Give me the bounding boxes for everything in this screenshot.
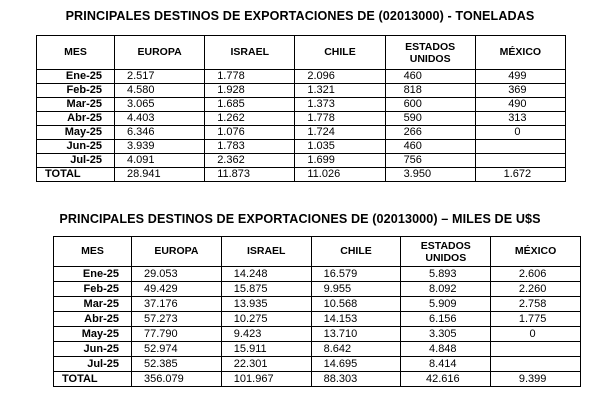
chile-cell: 1.373 [295, 98, 385, 112]
eeuu-cell: 4.848 [401, 342, 491, 357]
month-cell: May-25 [54, 327, 132, 342]
header-row [54, 237, 581, 267]
israel-cell: 10.275 [221, 312, 311, 327]
header-row [37, 36, 566, 70]
mexico-cell: 490 [475, 98, 565, 112]
chile-cell: 14.695 [311, 357, 401, 372]
table-row [37, 70, 566, 84]
header-mes: MES [37, 36, 115, 70]
mexico-cell [491, 342, 581, 357]
chile-cell: 1.035 [295, 140, 385, 154]
table-row [37, 126, 566, 140]
eeuu-cell: 8.092 [401, 282, 491, 297]
israel-cell: 1.778 [205, 70, 295, 84]
header-mexico: MÉXICO [475, 36, 565, 70]
header-mes: MES [54, 237, 132, 267]
table-row [37, 98, 566, 112]
mexico-cell: 369 [475, 84, 565, 98]
eeuu-cell: 5.893 [401, 267, 491, 282]
eeuu-cell: 6.156 [401, 312, 491, 327]
header-chile: CHILE [311, 237, 401, 267]
eeuu-cell: 3.950 [385, 168, 475, 182]
mexico-cell: 9.399 [491, 372, 581, 387]
israel-cell: 13.935 [221, 297, 311, 312]
month-cell: Feb-25 [54, 282, 132, 297]
month-cell: Abr-25 [37, 112, 115, 126]
europa-cell: 37.176 [132, 297, 222, 312]
israel-cell: 14.248 [221, 267, 311, 282]
header-israel: ISRAEL [221, 237, 311, 267]
eeuu-cell: 5.909 [401, 297, 491, 312]
table-row [54, 297, 581, 312]
israel-cell: 15.911 [221, 342, 311, 357]
europa-cell: 4.403 [115, 112, 205, 126]
mexico-cell: 499 [475, 70, 565, 84]
month-cell: Feb-25 [37, 84, 115, 98]
chile-cell: 11.026 [295, 168, 385, 182]
israel-cell: 11.873 [205, 168, 295, 182]
month-cell: Ene-25 [54, 267, 132, 282]
europa-cell: 3.065 [115, 98, 205, 112]
israel-cell: 2.362 [205, 154, 295, 168]
header-mexico: MÉXICO [491, 237, 581, 267]
europa-cell: 6.346 [115, 126, 205, 140]
table-row [54, 342, 581, 357]
mexico-cell: 0 [491, 327, 581, 342]
header-chile: CHILE [295, 36, 385, 70]
table-row [37, 112, 566, 126]
header-israel: ISRAEL [205, 36, 295, 70]
month-cell: TOTAL [54, 372, 132, 387]
israel-cell: 101.967 [221, 372, 311, 387]
chile-cell: 9.955 [311, 282, 401, 297]
month-cell: Jul-25 [37, 154, 115, 168]
mexico-cell [475, 154, 565, 168]
header-europa: EUROPA [132, 237, 222, 267]
eeuu-cell: 590 [385, 112, 475, 126]
eeuu-cell: 8.414 [401, 357, 491, 372]
chile-cell: 13.710 [311, 327, 401, 342]
eeuu-cell: 266 [385, 126, 475, 140]
miles-usd-table [53, 236, 581, 387]
total-row [37, 168, 566, 182]
toneladas-table [36, 35, 566, 182]
israel-cell: 1.928 [205, 84, 295, 98]
chile-cell: 1.778 [295, 112, 385, 126]
month-cell: Jul-25 [54, 357, 132, 372]
europa-cell: 3.939 [115, 140, 205, 154]
chile-cell: 16.579 [311, 267, 401, 282]
chile-cell: 88.303 [311, 372, 401, 387]
chile-cell: 1.321 [295, 84, 385, 98]
month-cell: May-25 [37, 126, 115, 140]
mexico-cell [491, 357, 581, 372]
chile-cell: 10.568 [311, 297, 401, 312]
europa-cell: 4.580 [115, 84, 205, 98]
table-row [54, 267, 581, 282]
mexico-cell: 0 [475, 126, 565, 140]
month-cell: Ene-25 [37, 70, 115, 84]
chile-cell: 14.153 [311, 312, 401, 327]
mexico-cell: 2.758 [491, 297, 581, 312]
table-row [54, 282, 581, 297]
eeuu-cell: 756 [385, 154, 475, 168]
europa-cell: 28.941 [115, 168, 205, 182]
europa-cell: 52.385 [132, 357, 222, 372]
europa-cell: 29.053 [132, 267, 222, 282]
israel-cell: 15.875 [221, 282, 311, 297]
europa-cell: 2.517 [115, 70, 205, 84]
israel-cell: 1.076 [205, 126, 295, 140]
europa-cell: 52.974 [132, 342, 222, 357]
table-row [37, 140, 566, 154]
table1-title: PRINCIPALES DESTINOS DE EXPORTACIONES DE (02013000) - TONELADAS [65, 9, 535, 23]
month-cell: Jun-25 [54, 342, 132, 357]
mexico-cell: 2.260 [491, 282, 581, 297]
israel-cell: 22.301 [221, 357, 311, 372]
eeuu-cell: 460 [385, 140, 475, 154]
israel-cell: 1.685 [205, 98, 295, 112]
chile-cell: 1.724 [295, 126, 385, 140]
europa-cell: 49.429 [132, 282, 222, 297]
header-estados-unidos: ESTADOS UNIDOS [401, 237, 491, 267]
month-cell: TOTAL [37, 168, 115, 182]
table-row [54, 357, 581, 372]
header-estados-unidos: ESTADOS UNIDOS [385, 36, 475, 70]
europa-cell: 77.790 [132, 327, 222, 342]
table-row [37, 154, 566, 168]
israel-cell: 1.783 [205, 140, 295, 154]
eeuu-cell: 42.616 [401, 372, 491, 387]
month-cell: Jun-25 [37, 140, 115, 154]
israel-cell: 9.423 [221, 327, 311, 342]
table-row [37, 84, 566, 98]
total-row [54, 372, 581, 387]
chile-cell: 2.096 [295, 70, 385, 84]
eeuu-cell: 818 [385, 84, 475, 98]
header-europa: EUROPA [115, 36, 205, 70]
month-cell: Mar-25 [54, 297, 132, 312]
eeuu-cell: 600 [385, 98, 475, 112]
chile-cell: 8.642 [311, 342, 401, 357]
table2-title: PRINCIPALES DESTINOS DE EXPORTACIONES DE (02013000) – MILES DE U$S [59, 212, 541, 226]
mexico-cell: 313 [475, 112, 565, 126]
table-row [54, 312, 581, 327]
table-row [54, 327, 581, 342]
chile-cell: 1.699 [295, 154, 385, 168]
eeuu-cell: 3.305 [401, 327, 491, 342]
month-cell: Mar-25 [37, 98, 115, 112]
europa-cell: 4.091 [115, 154, 205, 168]
europa-cell: 57.273 [132, 312, 222, 327]
mexico-cell: 1.775 [491, 312, 581, 327]
israel-cell: 1.262 [205, 112, 295, 126]
month-cell: Abr-25 [54, 312, 132, 327]
mexico-cell: 1.672 [475, 168, 565, 182]
eeuu-cell: 460 [385, 70, 475, 84]
mexico-cell: 2.606 [491, 267, 581, 282]
mexico-cell [475, 140, 565, 154]
europa-cell: 356.079 [132, 372, 222, 387]
